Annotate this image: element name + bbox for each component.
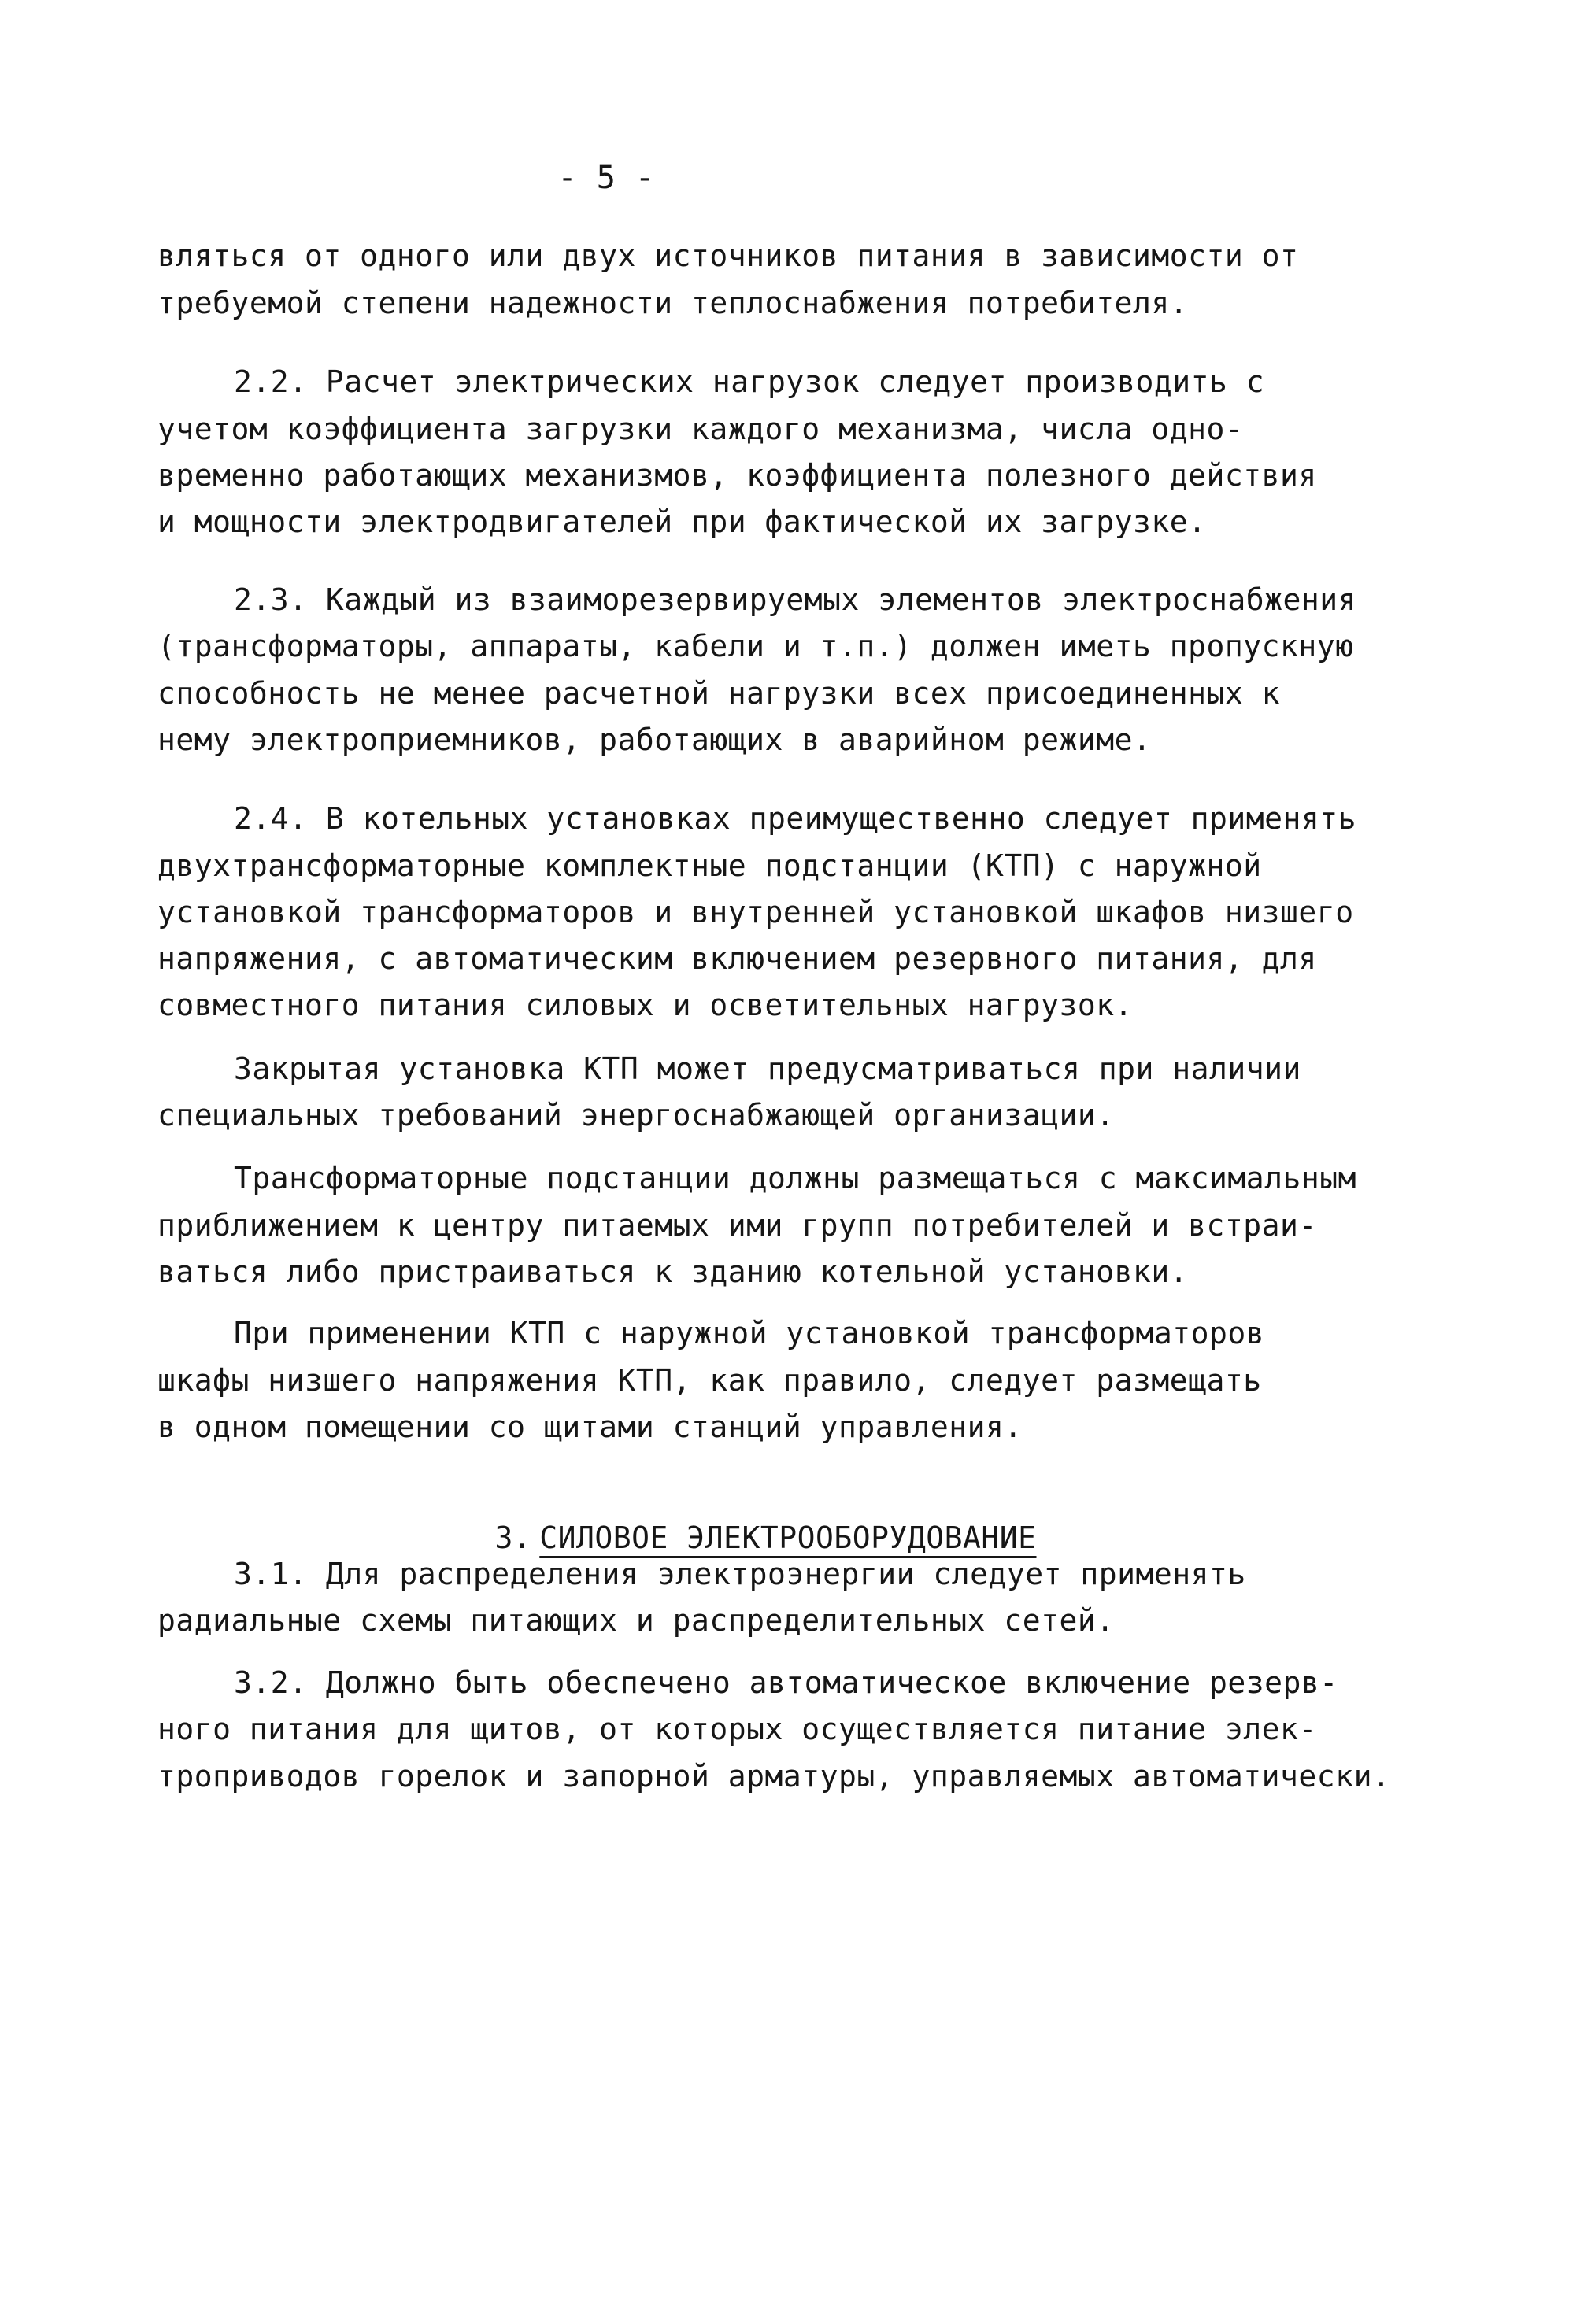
text-line: 2.3. Каждый из взаиморезервируемых элементов электроснабжения [234, 582, 1357, 617]
text-line: требуемой степени надежности теплоснабжения потребителя. [157, 286, 1189, 320]
section-number: 3. [494, 1520, 532, 1555]
text-line: и мощности электродвигателей при фактической их загрузке. [157, 504, 1207, 539]
text-line: напряжения, с автоматическим включением резервного питания, для [157, 941, 1317, 976]
text-line: троприводов горелок и запорной арматуры, управляемых автоматически. [157, 1759, 1391, 1794]
text-line: При применении КТП с наружной установкой трансформаторов [234, 1316, 1265, 1350]
text-line: 2.2. Расчет электрических нагрузок следует производить с [234, 364, 1265, 399]
text-line: шкафы низшего напряжения КТП, как правило, следует размещать [157, 1363, 1262, 1398]
text-line: способность не менее расчетной нагрузки всех присоединенных к [157, 676, 1281, 711]
text-line: Закрытая установка КТП может предусматриваться при наличии [234, 1051, 1301, 1086]
text-line: 3.2. Должно быть обеспечено автоматическое включение резерв- [234, 1665, 1338, 1700]
text-line: совместного питания силовых и осветительных нагрузок. [157, 988, 1134, 1022]
text-line: радиальные схемы питающих и распределительных сетей. [157, 1603, 1115, 1638]
text-line: двухтрансформаторные комплектные подстанции (КТП) с наружной [157, 848, 1262, 883]
text-line: ного питания для щитов, от которых осуществляется питание элек- [157, 1712, 1317, 1746]
text-line: Трансформаторные подстанции должны размещаться с максимальным [234, 1161, 1357, 1195]
text-line: 2.4. В котельных установках преимущественно следует применять [234, 801, 1357, 836]
text-line: вляться от одного или двух источников питания в зависимости от [157, 238, 1299, 273]
text-line: 3.1. Для распределения электроэнергии следует применять [234, 1557, 1246, 1591]
text-line: в одном помещении со щитами станций управления. [157, 1410, 1023, 1444]
text-line: нему электроприемников, работающих в аварийном режиме. [157, 722, 1152, 757]
section-title: СИЛОВОЕ ЭЛЕКТРООБОРУДОВАНИЕ [539, 1520, 1037, 1555]
text-line: учетом коэффициента загрузки каждого механизма, числа одно- [157, 412, 1244, 446]
text-line: приближением к центру питаемых ими групп потребителей и встраи- [157, 1208, 1317, 1243]
text-line: специальных требований энергоснабжающей организации. [157, 1098, 1115, 1132]
page-number: - 5 - [557, 160, 655, 196]
text-line: (трансформаторы, аппараты, кабели и т.п.) должен иметь пропускную [157, 629, 1354, 663]
text-line: временно работающих механизмов, коэффициента полезного действия [157, 458, 1317, 493]
text-line: установкой трансформаторов и внутренней установкой шкафов низшего [157, 895, 1354, 929]
text-line: ваться либо пристраиваться к зданию котельной установки. [157, 1254, 1189, 1289]
